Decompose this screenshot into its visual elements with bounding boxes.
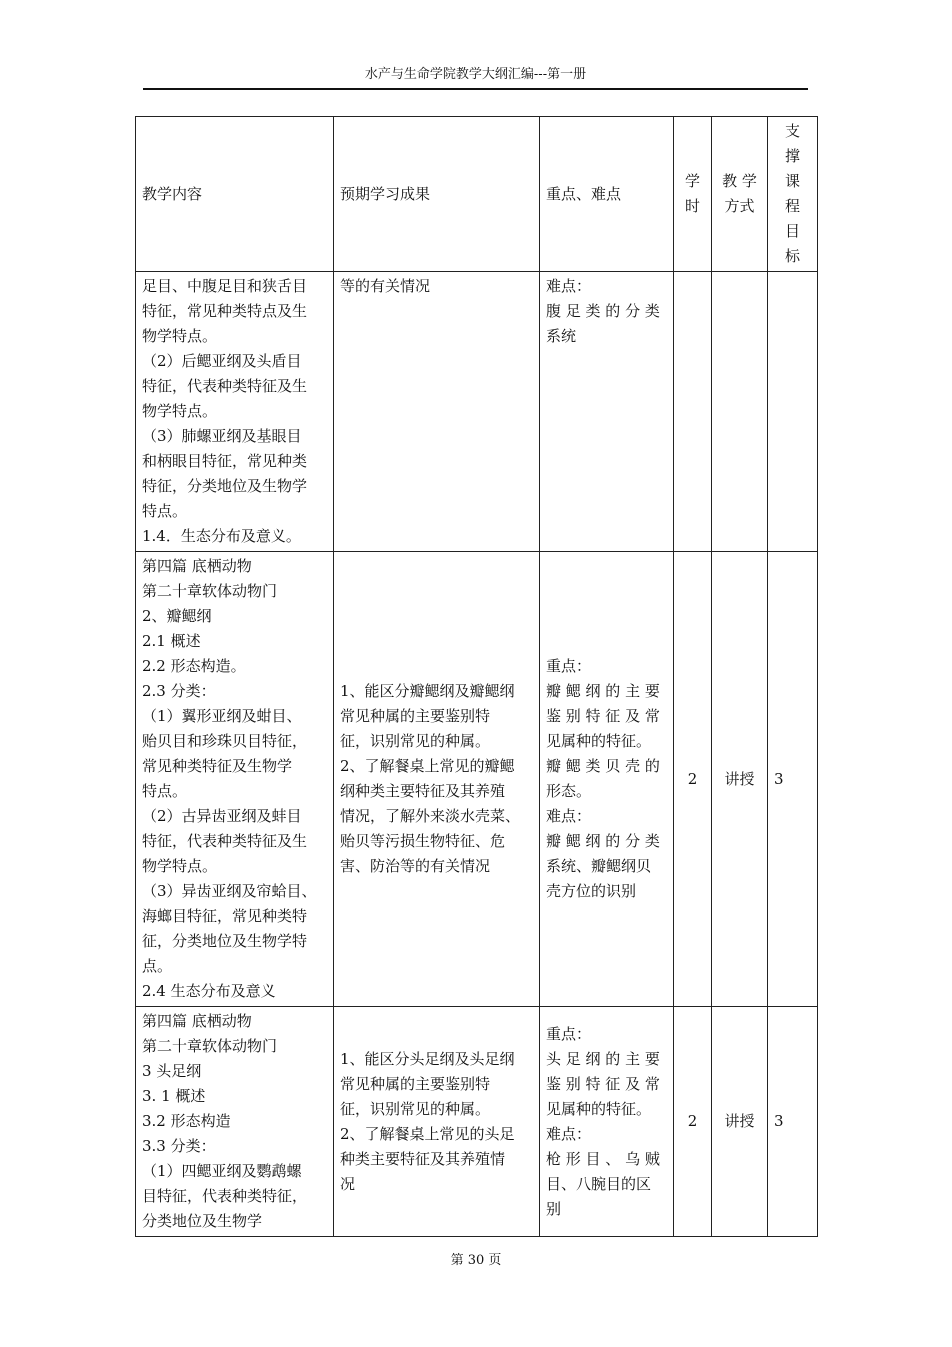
method-cell: 讲授 — [712, 1007, 768, 1237]
hours-cell: 2 — [674, 552, 712, 1007]
method-cell — [712, 272, 768, 552]
column-header-support: 支 撑 课 程 目 标 — [768, 117, 818, 272]
outcome-cell: 1、能区分头足纲及头足纲 常见种属的主要鉴别特 征，识别常见的种属。 2、了解餐桌上常见的头足 种类主要特征及其养殖情 况 — [334, 1007, 540, 1237]
keypoints-cell: 重点： 头 足 纲 的 主 要 鉴 别 特 征 及 常 见属种的特征。 难点： 枪 形 目 、 乌 贼 目、八腕目的区 别 — [540, 1007, 674, 1237]
support-cell: 3 — [768, 552, 818, 1007]
support-cell: 3 — [768, 1007, 818, 1237]
page-number: 第 30 页 — [450, 1253, 502, 1268]
keypoints-cell: 重点： 瓣 鳃 纲 的 主 要 鉴 别 特 征 及 常 见属种的特征。 瓣 鳃 类 贝 壳 的 形态。 难点： 瓣 鳃 纲 的 分 类 系统、瓣鳃纲贝 壳方位的识别 — [540, 552, 674, 1007]
content-cell: 第四篇 底栖动物 第二十章软体动物门 2、瓣鳃纲 2.1 概述 2.2 形态构造。 2.3 分类： （1）翼形亚纲及蚶目、 贻贝目和珍珠贝目特征， 常见种类特征及生物学 特点。 （2）古异齿亚纲及蚌目 特征，代表种类特征及生 物学特点。 （3）异齿亚纲及帘蛤目、 海螂目特征，常见种类特 征，分类地位及生物学特 点。 2.4 生态分布及意义 — [136, 552, 334, 1007]
table-row — [136, 272, 818, 552]
header-rule — [143, 88, 808, 90]
column-header-keypoints: 重点、难点 — [540, 117, 674, 272]
hours-cell: 2 — [674, 1007, 712, 1237]
content-cell: 第四篇 底栖动物 第二十章软体动物门 3 头足纲 3. 1 概述 3.2 形态构造 3.3 分类： （1）四鳃亚纲及鹦鹉螺 目特征，代表种类特征， 分类地位及生物学 — [136, 1007, 334, 1237]
table-row — [136, 552, 818, 1007]
outcome-cell: 等的有关情况 — [334, 272, 540, 552]
table-header-row — [136, 117, 818, 272]
hours-cell — [674, 272, 712, 552]
column-header-hours: 学 时 — [674, 117, 712, 272]
syllabus-table — [135, 116, 818, 1237]
keypoints-cell: 难点： 腹 足 类 的 分 类 系统 — [540, 272, 674, 552]
support-cell — [768, 272, 818, 552]
method-cell: 讲授 — [712, 552, 768, 1007]
column-header-outcome: 预期学习成果 — [334, 117, 540, 272]
outcome-cell: 1、能区分瓣鳃纲及瓣鳃纲 常见种属的主要鉴别特 征，识别常见的种属。 2、了解餐桌上常见的瓣鳃 纲种类主要特征及其养殖 情况，了解外来淡水壳菜、 贻贝等污损生物特征、危 害、防治等的有关情况 — [334, 552, 540, 1007]
column-header-content: 教学内容 — [136, 117, 334, 272]
running-header: 水产与生命学院教学大纲汇编---第一册 — [364, 67, 587, 82]
table-row — [136, 1007, 818, 1237]
content-cell: 足目、中腹足目和狭舌目 特征，常见种类特点及生 物学特点。 （2）后鳃亚纲及头盾目 特征，代表种类特征及生 物学特点。 （3）肺螺亚纲及基眼目 和柄眼目特征，常见种类 特征，分类地位及生物学 特点。 1.4．生态分布及意义。 — [136, 272, 334, 552]
column-header-method: 教 学 方式 — [712, 117, 768, 272]
